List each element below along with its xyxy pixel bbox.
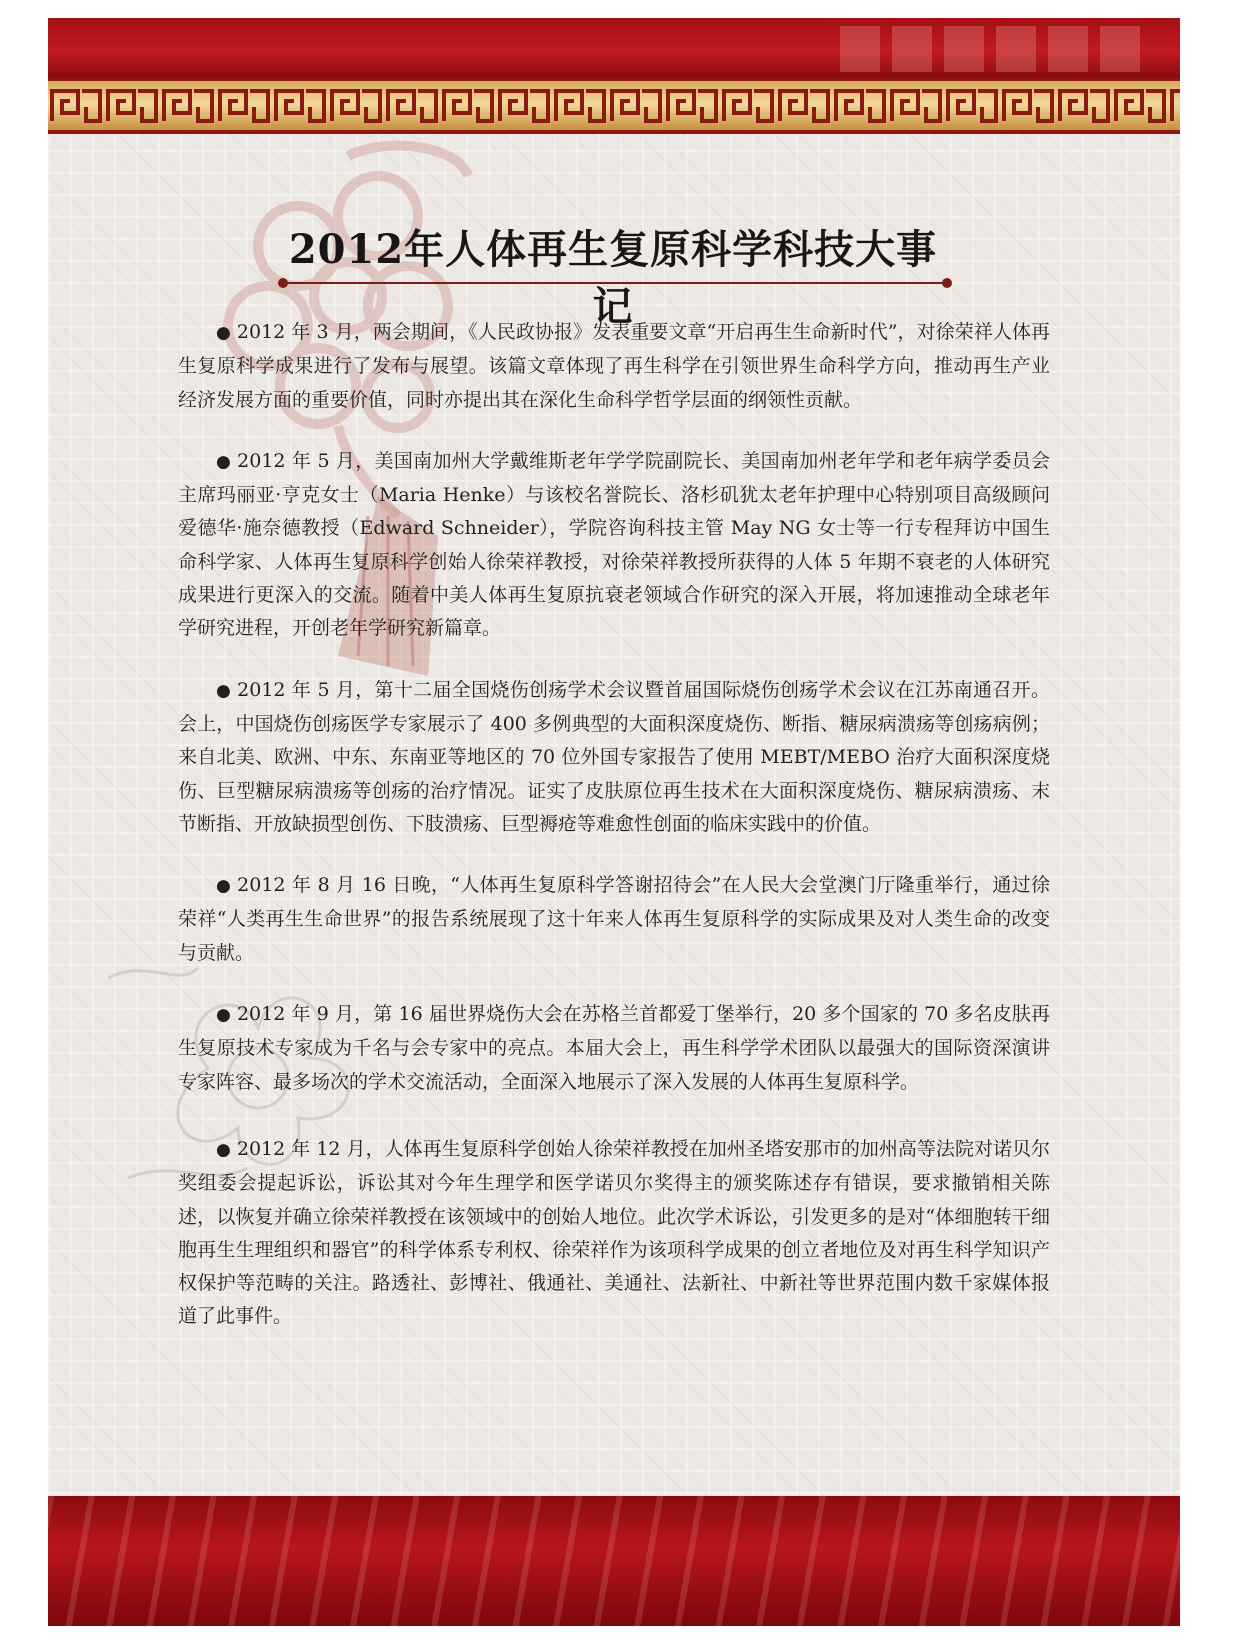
event-text: 2012 年 12 月，人体再生复原科学创始人徐荣祥教授在加州圣塔安那市的加州高等法院对诺贝尔奖组委会提起诉讼，诉讼其对今年生理学和医学诺贝尔奖得主的颁奖陈述存有错误，要求撤销相关陈述，以恢复并确立徐荣祥教授在该领域中的创始人地位。此次学术诉讼，引发更多的是对“体细胞转干细胞再生生理组织和器官”的科学体系专利权、徐荣祥作为该项科学成果的创立者地位及对再生科学知识产权保护等范畴的关注。路透社、彭博社、俄通社、美通社、法新社、中新社等世界范围内数千家媒体报道了此事件。 (178, 1137, 1050, 1328)
event-text: 2012 年 5 月，美国南加州大学戴维斯老年学学院副院长、美国南加州老年学和老年病学委员会主席玛丽亚·亨克女士（Maria Henke）与该校名誉院长、洛杉矶犹太老年护理中心特别项目高级顾问爱德华·施奈德教授（Edward Schneider），学院咨询科技主管 May NG 女士等一行专程拜访中国生命科学家、人体再生复原科学创始人徐荣祥教授，对徐荣祥教授所获得的人体 5 年期不衰老的人体研究成果进行更深入的交流。随着中美人体再生复原抗衰老领域合作研究的深入开展，将加速推动全球老年学研究进程，开创老年学研究新篇章。 (178, 449, 1050, 640)
fret-pattern-icon (48, 78, 1180, 134)
top-band-pattern (840, 26, 1140, 72)
event-entry (178, 998, 1050, 1099)
top-red-band (48, 18, 1180, 78)
event-entry (178, 1133, 1050, 1334)
bullet-icon: ● (216, 323, 231, 343)
ornamental-rule-icon (276, 276, 954, 290)
event-text: 2012 年 8 月 16 日晚，“人体再生复原科学答谢招待会”在人民大会堂澳门厅隆重举行，通过徐荣祥“人类再生生命世界”的报告系统展现了这十年来人体再生复原科学的实际成果及对人类生命的改变与贡献。 (178, 874, 1050, 964)
page-title: 2012年人体再生复原科学科技大事记 (288, 226, 938, 330)
bullet-icon: ● (216, 451, 232, 472)
event-list (178, 316, 1050, 1362)
event-entry (178, 869, 1050, 970)
bottom-band-pattern (48, 1496, 1180, 1626)
bullet-icon: ● (216, 1005, 231, 1026)
event-entry (178, 674, 1050, 841)
event-text: 2012 年 5 月，第十二届全国烧伤创疡学术会议暨首届国际烧伤创疡学术会议在江苏南通召开。会上，中国烧伤创疡医学专家展示了 400 多例典型的大面积深度烧伤、断指、糖尿病溃疡等创疡病例；来自北美、欧洲、中东、东南亚等地区的 70 位外国专家报告了使用 MEBT/MEBO 治疗大面积深度烧伤、巨型糖尿病溃疡等创疡的治疗情况。证实了皮肤原位再生技术在大面积深度烧伤、糖尿病溃疡、末节断指、开放缺损型创伤、下肢溃疡、巨型褥疮等难愈性创面的临床实践中的价值。 (178, 678, 1050, 835)
event-entry (178, 445, 1050, 646)
bottom-red-band (48, 1496, 1180, 1626)
bullet-icon: ● (216, 876, 232, 897)
page (48, 18, 1180, 1626)
event-entry (178, 316, 1050, 417)
event-text: 2012 年 9 月，第 16 届世界烧伤大会在苏格兰首都爱丁堡举行，20 多个国家的 70 多名皮肤再生复原技术专家成为千名与会专家中的亮点。本届大会上，再生科学学术团队以最强大的国际资深演讲专家阵容、最多场次的学术交流活动，全面深入地展示了深入发展的人体再生复原科学。 (178, 1003, 1050, 1093)
bullet-icon: ● (216, 1139, 231, 1160)
event-text: 2012 年 3 月，两会期间，《人民政协报》发表重要文章“开启再生生命新时代”，对徐荣祥人体再生复原科学成果进行了发布与展望。该篇文章体现了再生科学在引领世界生命科学方向，推动再生产业经济发展方面的重要价值，同时亦提出其在深化生命科学哲学层面的纲领性贡献。 (178, 321, 1050, 411)
bullet-icon: ● (216, 680, 232, 701)
